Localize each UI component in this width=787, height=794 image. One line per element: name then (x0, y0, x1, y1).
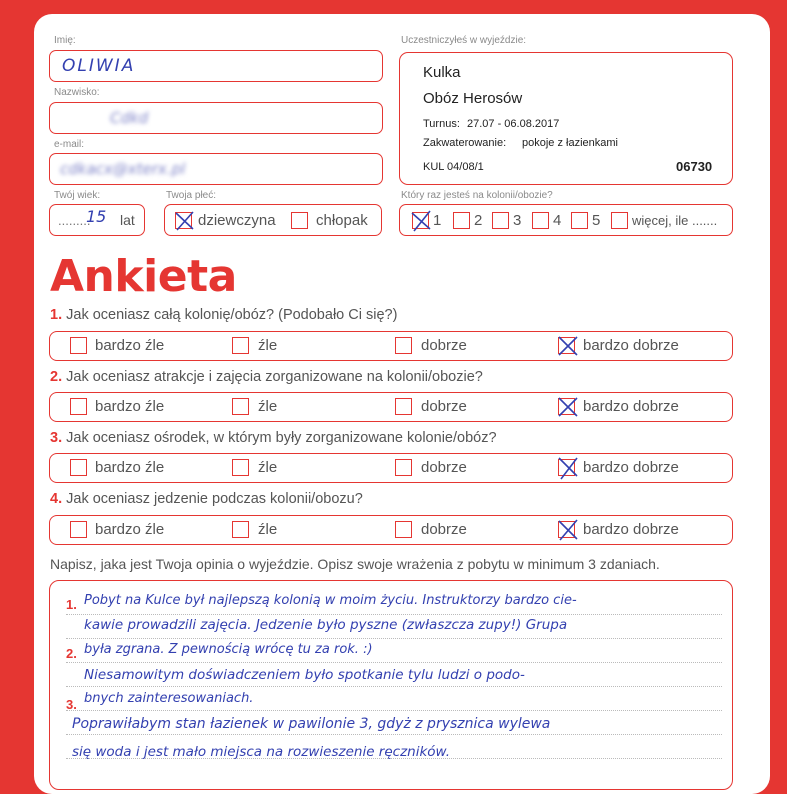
participant-line1: Kulka (423, 64, 461, 81)
q4-very-good-checkbox[interactable] (558, 521, 575, 538)
times-option-2-label: 2 (474, 212, 483, 229)
ruled-line (66, 710, 722, 711)
times-option-5-checkbox[interactable] (571, 212, 588, 229)
q1-very-bad-checkbox[interactable] (70, 337, 87, 354)
question-2 (50, 369, 483, 385)
email-label: e-mail: (54, 139, 85, 150)
q3-very-good-label: bardzo dobrze (583, 459, 679, 476)
q2-very-bad-checkbox[interactable] (70, 398, 87, 415)
opinion-line-5: bnych zainteresowaniach. (84, 691, 254, 706)
question-3 (50, 430, 497, 446)
name-label: Imię: (54, 35, 76, 46)
gender-male-label: chłopak (316, 212, 368, 229)
opinion-number-2: 2. (66, 646, 77, 661)
question-1-text: Jak oceniasz całą kolonię/obóz? (Podobało Ci się?) (66, 307, 398, 323)
q3-very-good-checkbox[interactable] (558, 459, 575, 476)
q3-bad-checkbox[interactable] (232, 459, 249, 476)
email-value: cdkacx@xterx.pl (60, 160, 186, 178)
age-field[interactable] (49, 204, 145, 236)
age-label: Twój wiek: (54, 190, 101, 201)
gender-field (164, 204, 382, 236)
checkmark-icon (556, 518, 580, 542)
q2-bad-checkbox[interactable] (232, 398, 249, 415)
name-field[interactable] (49, 50, 383, 82)
times-label: Który raz jesteś na kolonii/obozie? (401, 190, 553, 201)
times-field (399, 204, 733, 236)
q3-very-bad-label: bardzo źle (95, 459, 165, 476)
camp-code: KUL 04/08/1 (423, 161, 484, 173)
question-2-text: Jak oceniasz atrakcje i zajęcia zorganizowane na kolonii/obozie? (66, 369, 483, 385)
opinion-number-1: 1. (66, 597, 77, 612)
times-more-label: więcej, ile ....... (632, 213, 718, 228)
opinion-line-6: Poprawiłabym stan łazienek w pawilonie 3, gdyż z prysznica wylewa (72, 716, 551, 732)
times-option-4-label: 4 (553, 212, 562, 229)
question-1-options (49, 331, 733, 361)
times-option-3-checkbox[interactable] (492, 212, 509, 229)
opinion-number-3: 3. (66, 697, 77, 712)
question-1-number: 1. (50, 307, 63, 323)
ruled-line (66, 662, 722, 663)
participant-box (399, 52, 733, 185)
times-option-2-checkbox[interactable] (453, 212, 470, 229)
age-value: 15 (86, 207, 107, 226)
survey-title: Ankieta (50, 251, 237, 302)
q2-very-bad-label: bardzo źle (95, 398, 165, 415)
opinion-line-2: kawie prowadzili zajęcia. Jedzenie było pyszne (zwłaszcza zupy!) Grupa (84, 617, 568, 633)
q4-bad-label: źle (258, 521, 278, 538)
q1-very-bad-label: bardzo źle (95, 337, 165, 354)
q4-very-good-label: bardzo dobrze (583, 521, 679, 538)
checkmark-icon (556, 456, 580, 480)
ruled-line (66, 638, 722, 639)
turnus-value: 27.07 - 06.08.2017 (467, 118, 560, 130)
q3-bad-label: źle (258, 459, 278, 476)
q4-very-bad-checkbox[interactable] (70, 521, 87, 538)
q2-good-checkbox[interactable] (395, 398, 412, 415)
checkmark-icon (556, 334, 580, 358)
surname-label: Nazwisko: (54, 87, 100, 98)
times-option-4-checkbox[interactable] (532, 212, 549, 229)
checkmark-icon (410, 209, 434, 233)
times-option-5-label: 5 (592, 212, 601, 229)
q1-good-label: dobrze (421, 337, 467, 354)
turnus-label: Turnus: (423, 118, 460, 130)
question-4-text: Jak oceniasz jedzenie podczas kolonii/obozu? (66, 491, 363, 507)
question-4-number: 4. (50, 491, 63, 507)
q3-good-label: dobrze (421, 459, 467, 476)
q4-good-checkbox[interactable] (395, 521, 412, 538)
question-1 (50, 307, 397, 323)
gender-female-checkbox[interactable] (175, 212, 192, 229)
gender-male-checkbox[interactable] (291, 212, 308, 229)
question-2-number: 2. (50, 369, 63, 385)
accommodation-label: Zakwaterowanie: (423, 137, 507, 149)
question-2-options (49, 392, 733, 422)
opinion-line-7: się woda i jest mało miejsca na rozwieszenie ręczników. (72, 744, 451, 760)
q1-bad-label: źle (258, 337, 278, 354)
q2-very-good-checkbox[interactable] (558, 398, 575, 415)
times-option-3-label: 3 (513, 212, 522, 229)
q1-very-good-label: bardzo dobrze (583, 337, 679, 354)
times-option-1-label: 1 (433, 212, 442, 229)
name-value: OLIWIA (62, 56, 136, 76)
q4-very-bad-label: bardzo źle (95, 521, 165, 538)
q4-bad-checkbox[interactable] (232, 521, 249, 538)
times-more-checkbox[interactable] (611, 212, 628, 229)
checkmark-icon (556, 395, 580, 419)
checkmark-icon (173, 209, 197, 233)
surname-value: Cdkd (110, 109, 149, 127)
times-option-1-checkbox[interactable] (412, 212, 429, 229)
q2-bad-label: źle (258, 398, 278, 415)
question-3-number: 3. (50, 430, 63, 446)
q1-bad-checkbox[interactable] (232, 337, 249, 354)
email-field[interactable] (49, 153, 383, 185)
participant-number: 06730 (676, 159, 713, 174)
opinion-prompt: Napisz, jaka jest Twoja opinia o wyjeździe. Opisz swoje wrażenia z pobytu w minimum 3 zdaniach. (50, 556, 660, 572)
age-unit: lat (120, 212, 135, 228)
opinion-line-4: Niesamowitym doświadczeniem było spotkanie tylu ludzi o podo- (84, 667, 525, 683)
question-4-options (49, 515, 733, 545)
q3-good-checkbox[interactable] (395, 459, 412, 476)
ruled-line (66, 686, 722, 687)
question-3-options (49, 453, 733, 483)
question-3-text: Jak oceniasz ośrodek, w którym były zorganizowane kolonie/obóz? (66, 430, 497, 446)
q2-good-label: dobrze (421, 398, 467, 415)
accommodation-value: pokoje z łazienkami (522, 137, 618, 149)
ruled-line (66, 614, 722, 615)
q1-very-good-checkbox[interactable] (558, 337, 575, 354)
q1-good-checkbox[interactable] (395, 337, 412, 354)
gender-label: Twoja płeć: (166, 190, 217, 201)
ruled-line (66, 734, 722, 735)
participant-line2: Obóz Herosów (423, 90, 523, 107)
opinion-line-3: była zgrana. Z pewnością wrócę tu za rok. :) (84, 642, 373, 657)
gender-female-label: dziewczyna (198, 212, 276, 229)
age-dots: ......... (58, 213, 91, 228)
question-4 (50, 491, 363, 507)
q4-good-label: dobrze (421, 521, 467, 538)
opinion-line-1: Pobyt na Kulce był najlepszą kolonią w moim życiu. Instruktorzy bardzo cie- (84, 593, 577, 608)
q2-very-good-label: bardzo dobrze (583, 398, 679, 415)
surname-field[interactable] (49, 102, 383, 134)
participant-label: Uczestniczyłeś w wyjeździe: (401, 35, 527, 46)
q3-very-bad-checkbox[interactable] (70, 459, 87, 476)
